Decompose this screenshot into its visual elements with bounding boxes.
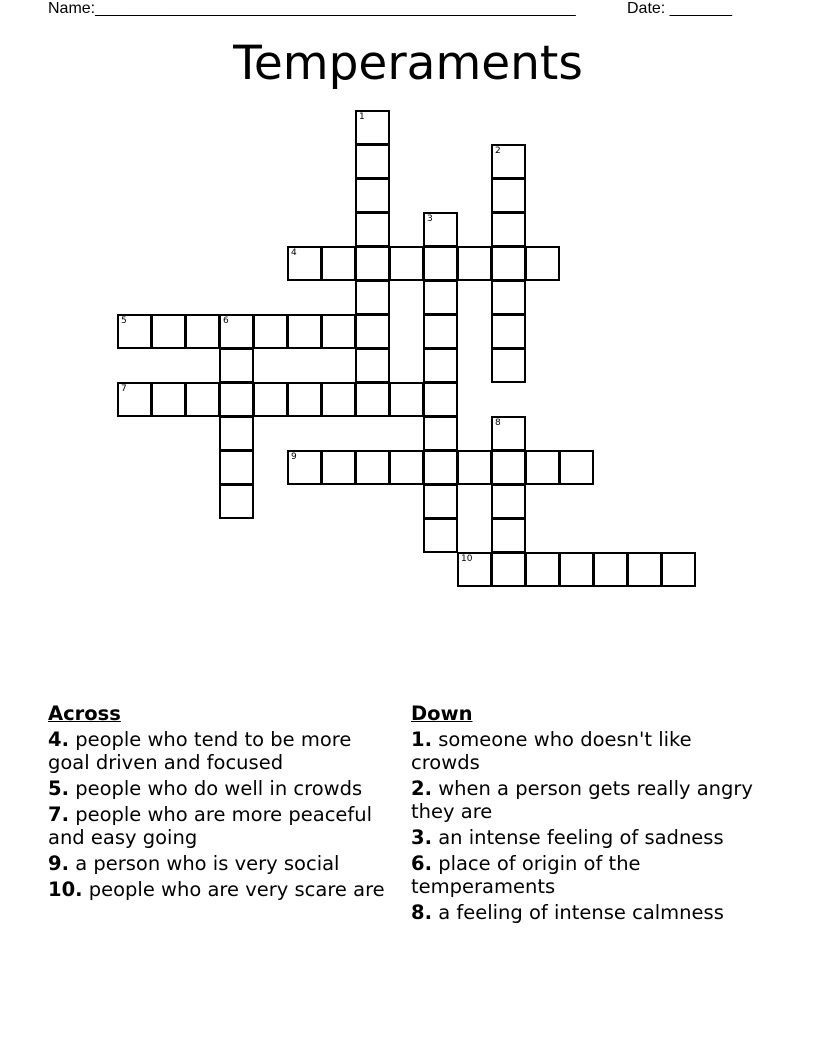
clue-number-label: 8 [495,418,501,428]
grid-cell[interactable] [491,416,526,451]
grid-cell[interactable] [491,552,526,587]
grid-cell[interactable] [355,178,390,213]
clue-across-5 [48,777,393,800]
clue-text: when a person gets really angry they are [411,777,753,823]
clue-text: a feeling of intense calmness [438,901,724,924]
grid-cell[interactable] [491,280,526,315]
clue-across-7 [48,803,393,849]
grid-cell[interactable] [525,246,560,281]
grid-cell[interactable] [287,314,322,349]
grid-cell[interactable] [151,382,186,417]
clue-text: people who do well in crowds [75,777,363,800]
grid-cell[interactable] [389,450,424,485]
grid-cell[interactable] [661,552,696,587]
clue-number-label: 9 [291,452,297,462]
clue-number-label: 6 [223,316,229,326]
grid-cell[interactable] [253,314,288,349]
grid-cell[interactable] [423,450,458,485]
name-field[interactable] [48,0,576,18]
clue-number-label: 7 [121,384,127,394]
grid-cell[interactable] [355,314,390,349]
grid-cell[interactable] [491,450,526,485]
clue-down-1 [411,728,761,774]
grid-cell[interactable] [355,110,390,145]
clue-across-10 [48,878,393,901]
grid-cell[interactable] [627,552,662,587]
clue-number-label: 4 [291,248,297,258]
grid-cell[interactable] [423,518,458,553]
grid-cell[interactable] [185,382,220,417]
grid-cell[interactable] [389,382,424,417]
clue-number: 9. [48,852,69,875]
clue-number: 1. [411,728,432,751]
grid-cell[interactable] [457,552,492,587]
clue-down-2 [411,777,761,823]
clue-across-4 [48,728,393,774]
grid-cell[interactable] [287,246,322,281]
clue-number: 8. [411,901,432,924]
clue-number-label: 10 [461,554,473,564]
grid-cell[interactable] [491,314,526,349]
grid-cell[interactable] [491,212,526,247]
grid-cell[interactable] [389,246,424,281]
across-clues [48,702,393,904]
grid-cell[interactable] [491,144,526,179]
clue-text: people who tend to be more goal driven and focused [48,728,352,774]
grid-cell[interactable] [287,382,322,417]
grid-cell[interactable] [423,416,458,451]
grid-cell[interactable] [559,450,594,485]
clue-number: 2. [411,777,432,800]
grid-cell[interactable] [423,246,458,281]
clue-number: 7. [48,803,69,826]
clue-number: 10. [48,878,83,901]
grid-cell[interactable] [423,484,458,519]
grid-cell[interactable] [491,518,526,553]
grid-cell[interactable] [117,314,152,349]
clue-number-label: 1 [359,112,365,122]
clue-number: 4. [48,728,69,751]
grid-cell[interactable] [355,382,390,417]
grid-cell[interactable] [491,484,526,519]
grid-cell[interactable] [355,450,390,485]
grid-cell[interactable] [525,552,560,587]
grid-cell[interactable] [457,246,492,281]
grid-cell[interactable] [219,450,254,485]
down-clues [411,702,761,927]
grid-cell[interactable] [593,552,628,587]
grid-cell[interactable] [219,416,254,451]
grid-cell[interactable] [457,450,492,485]
grid-cell[interactable] [355,246,390,281]
puzzle-title: Temperaments [233,36,583,91]
grid-cell[interactable] [321,382,356,417]
grid-cell[interactable] [355,144,390,179]
clue-number-label: 3 [427,214,433,224]
clue-down-8 [411,901,761,924]
clue-down-3 [411,826,761,849]
clue-number-label: 5 [121,316,127,326]
clue-text: a person who is very social [75,852,340,875]
across-heading: Across [48,702,121,725]
down-heading: Down [411,702,473,725]
date-label: Date: [627,0,666,17]
clue-text: people who are very scare are [88,878,385,901]
grid-cell[interactable] [185,314,220,349]
clue-text: place of origin of the temperaments [411,852,641,898]
clue-number: 3. [411,826,432,849]
grid-cell[interactable] [525,450,560,485]
grid-cell[interactable] [219,484,254,519]
grid-cell[interactable] [559,552,594,587]
grid-cell[interactable] [321,450,356,485]
name-label: Name: [48,0,96,17]
grid-cell[interactable] [355,212,390,247]
grid-cell[interactable] [117,382,152,417]
grid-cell[interactable] [219,348,254,383]
clue-down-6 [411,852,761,898]
grid-cell[interactable] [423,212,458,247]
grid-cell[interactable] [355,348,390,383]
grid-cell[interactable] [423,280,458,315]
grid-cell[interactable] [321,314,356,349]
date-blank[interactable]: _______ [669,0,732,17]
grid-cell[interactable] [423,348,458,383]
grid-cell[interactable] [491,246,526,281]
grid-cell[interactable] [321,246,356,281]
clue-number-label: 2 [495,146,501,156]
grid-cell[interactable] [491,178,526,213]
grid-cell[interactable] [423,382,458,417]
grid-cell[interactable] [253,382,288,417]
date-field[interactable] [627,0,732,18]
clue-text: people who are more peaceful and easy going [48,803,373,849]
grid-cell[interactable] [219,382,254,417]
clue-across-9 [48,852,393,875]
grid-cell[interactable] [355,280,390,315]
name-blank[interactable]: ______________________________________________________ [95,0,576,17]
grid-cell[interactable] [151,314,186,349]
grid-cell[interactable] [491,348,526,383]
grid-cell[interactable] [219,314,254,349]
clue-text: someone who doesn't like crowds [411,728,692,774]
grid-cell[interactable] [287,450,322,485]
clue-number: 6. [411,852,432,875]
clue-number: 5. [48,777,69,800]
clue-text: an intense feeling of sadness [438,826,724,849]
grid-cell[interactable] [423,314,458,349]
